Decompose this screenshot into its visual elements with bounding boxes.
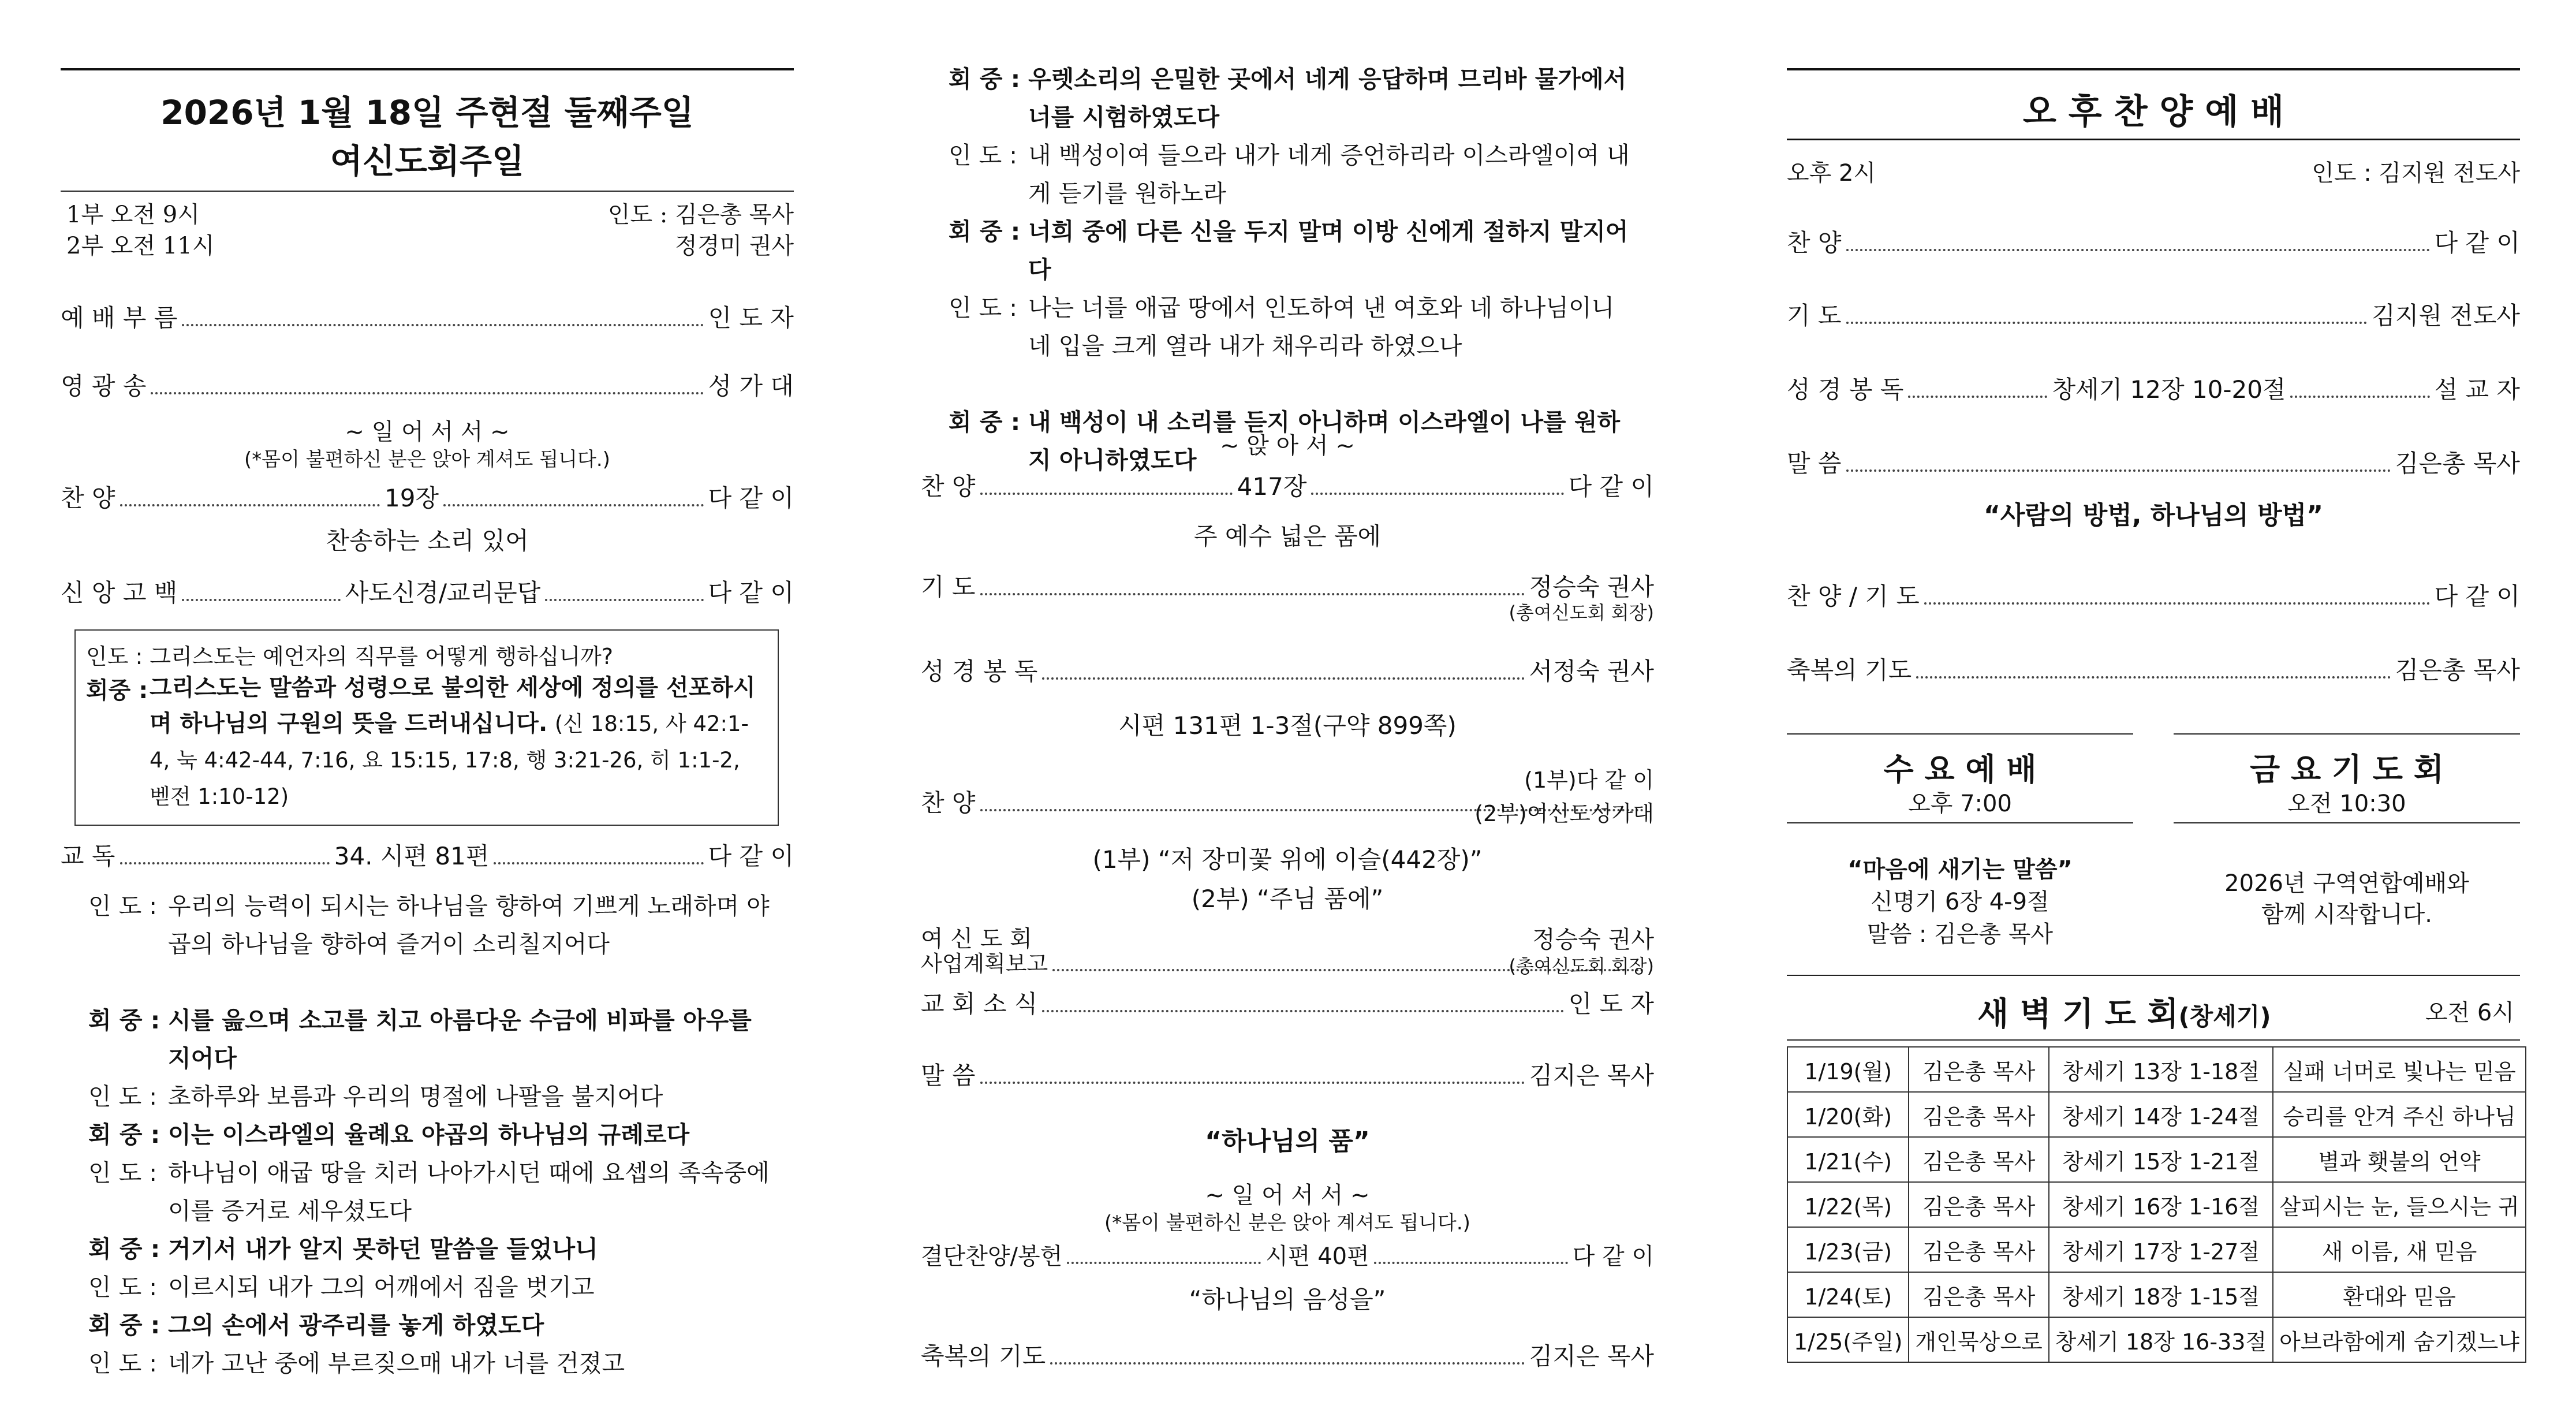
item-label: 기 도: [921, 573, 976, 601]
afternoon-time: 오후 2시: [1787, 160, 1876, 187]
reading-speaker: 회 중 :: [949, 65, 1021, 93]
item-label: 교 회 소 식: [921, 990, 1038, 1018]
scripture-row: [921, 653, 1654, 687]
item-leader: 서정숙 권사: [1529, 657, 1654, 685]
reading-line: [88, 1344, 781, 1382]
theme-cell: 아브라함에게 숨기겠느냐: [2273, 1317, 2526, 1362]
item-label: 말 씀: [1787, 449, 1842, 478]
call-to-worship-row: [61, 299, 794, 334]
item-leader: 다 같 이: [1572, 1243, 1655, 1270]
item-label: 교 독: [61, 842, 115, 870]
item-label: 영 광 송: [61, 372, 147, 400]
reading-speaker: 인 도 :: [88, 1273, 158, 1301]
scripture-row: [1787, 371, 2520, 405]
wednesday-service-title: 수 요 예 배: [1883, 751, 2037, 788]
leader-cell: 김은총 목사: [1909, 1092, 2048, 1137]
friday-note-2: 함께 시작합니다.: [2261, 901, 2432, 928]
table-row: [1787, 1272, 2526, 1317]
friday-top-rule: [2174, 733, 2520, 735]
reading-speaker: 회 중 :: [88, 1311, 160, 1339]
psalm-ref: 시편 40편: [1265, 1243, 1369, 1270]
scripture-cell: 창세기 18장 16-33절: [2049, 1317, 2273, 1362]
reading-text: 그의 손에서 광주리를 놓게 하였도다: [168, 1311, 544, 1339]
friday-prayer-title: 금 요 기 도 회: [2249, 751, 2444, 788]
afternoon-leader: 인도 : 김지원 전도사: [2312, 160, 2520, 187]
item-label: 찬 양: [921, 472, 976, 501]
leader-cell: 김은총 목사: [1909, 1137, 2048, 1182]
item-label: 성 경 봉 독: [921, 657, 1038, 685]
item-label: 예 배 부 름: [61, 304, 178, 332]
reading-line: [88, 887, 781, 1001]
leader-1: 인도 : 김은총 목사: [607, 202, 794, 228]
creed-row: [61, 574, 794, 609]
item-leader: 다 같 이: [708, 842, 794, 870]
leader-2: 정경미 권사: [675, 233, 794, 259]
theme-cell: 실패 너머로 빛나는 믿음: [2273, 1047, 2526, 1092]
report-leader-note: (총여신도회 회장): [1509, 955, 1654, 977]
scripture-reference: 창세기 12장 10-20절: [2052, 375, 2286, 404]
reading-speaker: 회 중 :: [88, 1121, 160, 1149]
table-row: [1787, 1227, 2526, 1272]
hymn-title: 찬송하는 소리 있어: [326, 527, 529, 555]
stand-instruction: ~ 일 어 서 서 ~: [1205, 1182, 1370, 1209]
prayer-row: [921, 568, 1654, 603]
reading-text: 나는 너를 애굽 땅에서 인도하여 낸 여호와 네 하나님이니 네 입을 크게 열라 내가 채우리라 하였으나: [1028, 294, 1615, 360]
reading-speaker: 회 중 :: [949, 408, 1021, 436]
stand-instruction: ~ 일 어 서 서 ~: [345, 419, 510, 445]
reading-line: [88, 1078, 781, 1116]
dawn-prayer-time: 오전 6시: [2425, 1000, 2514, 1026]
reading-line: [88, 1116, 781, 1154]
item-leader: 다 같 이: [708, 579, 794, 607]
benediction-row: [921, 1337, 1654, 1372]
item-leader: 다 같 이: [708, 484, 794, 512]
wednesday-speaker: 말씀 : 김은총 목사: [1866, 921, 2054, 948]
table-row: [1787, 1182, 2526, 1227]
table-row: [1787, 1137, 2526, 1182]
praise-prayer-row: [1787, 577, 2520, 612]
reading-speaker: 인 도 :: [88, 1083, 158, 1110]
scripture-cell: 창세기 17장 1-27절: [2049, 1227, 2273, 1272]
hymn-row: [61, 479, 794, 514]
reading-text: 시를 읊으며 소고를 치고 아름다운 수금에 비파를 아우를지어다: [168, 1007, 752, 1072]
wednesday-time: 오후 7:00: [1908, 791, 2012, 817]
dawn-rule: [1787, 1039, 2520, 1041]
reading-line: [88, 1154, 781, 1230]
church-news-row: [921, 985, 1654, 1020]
praise-row: [1787, 224, 2520, 259]
reading-line: [949, 60, 1641, 136]
reading-line: [88, 1306, 781, 1344]
hymn-number: 19장: [384, 484, 439, 512]
item-leader: 김은총 목사: [2395, 656, 2520, 684]
table-row: [1787, 1317, 2526, 1362]
leader-cell: 김은총 목사: [1909, 1047, 2048, 1092]
date-cell: 1/19(월): [1787, 1047, 1909, 1092]
reading-speaker: 인 도 :: [88, 1159, 158, 1187]
top-rule: [1787, 68, 2520, 70]
dawn-prayer-title: [1977, 989, 2271, 1035]
item-leader: 김지원 전도사: [2372, 301, 2520, 330]
item-leader: 김지은 목사: [1529, 1342, 1654, 1370]
title-rule: [1787, 139, 2520, 140]
scripture-cell: 창세기 15장 1-21절: [2049, 1137, 2273, 1182]
decision-row: [921, 1238, 1654, 1271]
reading-text: 내 백성이 내 소리를 듣지 아니하며 이스라엘이 나를 원하지 아니하였도다: [1028, 408, 1621, 474]
item-label: 축복의 기도: [1787, 656, 1912, 684]
reading-speaker: 인 도 :: [949, 141, 1018, 169]
scripture-cell: 창세기 14장 1-24절: [2049, 1092, 2273, 1137]
wednesday-scripture: 신명기 6장 4-9절: [1871, 889, 2049, 915]
date-cell: 1/21(수): [1787, 1137, 1909, 1182]
scripture-cell: 창세기 18장 1-15절: [2049, 1272, 2273, 1317]
prayer-row: [1787, 297, 2520, 331]
date-cell: 1/24(토): [1787, 1272, 1909, 1317]
doxology-row: [61, 367, 794, 402]
wednesday-rule: [1787, 822, 2133, 823]
hymn-row: [921, 468, 1654, 502]
creed-name: 사도신경/교리문답: [345, 579, 541, 607]
date-cell: 1/25(주일): [1787, 1317, 1909, 1362]
title-rule: [61, 191, 794, 192]
reading-line: [949, 289, 1641, 403]
theme-cell: 살피시는 눈, 들으시는 귀: [2273, 1182, 2526, 1227]
item-label: 결단찬양/봉헌: [921, 1243, 1063, 1270]
anthem-title-1: (1부) “저 장미꽃 위에 이슬(442장)”: [1092, 845, 1483, 874]
wednesday-theme: “마음에 새기는 말씀”: [1847, 856, 2073, 883]
dawn-top-rule: [1787, 975, 2520, 976]
catechism-box: [74, 629, 779, 826]
scripture-reference: 시편 131편 1-3절(구약 899쪽): [1118, 711, 1457, 740]
catechism-speaker: 회중 :: [86, 677, 148, 704]
reading-text: 이르시되 내가 그의 어깨에서 짐을 벗기고: [168, 1273, 595, 1301]
theme-cell: 별과 횃불의 언약: [2273, 1137, 2526, 1182]
theme-cell: 환대와 믿음: [2273, 1272, 2526, 1317]
item-label: 사업계획보고: [921, 951, 1048, 976]
friday-rule: [2174, 822, 2520, 823]
reading-line: [949, 213, 1641, 289]
reading-speaker: 인 도 :: [88, 892, 158, 920]
reading-line: [88, 1268, 781, 1306]
sermon-row: [921, 1057, 1654, 1091]
table-row: [1787, 1047, 2526, 1092]
hymn-title: 주 예수 넓은 품에: [1193, 522, 1382, 550]
item-leader: 다 같 이: [2434, 582, 2520, 610]
reading-speaker: 인 도 :: [949, 294, 1018, 322]
item-label: 기 도: [1787, 301, 1842, 330]
date-cell: 1/22(목): [1787, 1182, 1909, 1227]
leader-cell: 개인묵상으로: [1909, 1317, 2048, 1362]
sunday-theme-title: 여신도회주일: [330, 141, 525, 181]
catechism-question: 인도 : 그리스도는 예언자의 직무를 어떻게 행하십니까?: [86, 644, 614, 669]
dawn-prayer-title-text: 새 벽 기 도 회: [1977, 996, 2179, 1033]
reading-text: 너희 중에 다른 신을 두지 말며 이방 신에게 절하지 말지어다: [1028, 218, 1629, 284]
report-leader: 정승숙 권사: [1532, 926, 1654, 953]
leader-cell: 김은총 목사: [1909, 1227, 2048, 1272]
stand-note: (*몸이 불편하신 분은 앉아 계셔도 됩니다.): [244, 448, 610, 471]
report-label-1: 여 신 도 회: [921, 926, 1032, 952]
catechism-answer-text: 그리스도는 말씀과 성령으로 불의한 세상에 정의를 선포하시며 하나님의 구원의 뜻을 드러내십니다.: [150, 674, 756, 737]
reading-speaker: 회 중 :: [949, 218, 1021, 245]
item-leader: 인 도 자: [708, 304, 794, 332]
decision-hymn-title: “하나님의 음성을”: [1189, 1285, 1386, 1314]
item-label: 축복의 기도: [921, 1342, 1046, 1370]
catechism-answer: [150, 670, 767, 815]
order-of-worship-column: [61, 0, 794, 1424]
sit-instruction: ~ 앉 아 서 ~: [1220, 433, 1355, 459]
service-time-2: 2부 오전 11시: [66, 233, 215, 259]
service-time-1: 1부 오전 9시: [66, 202, 200, 228]
anthem-leader-2: (2부)여신도성가대: [1474, 801, 1654, 826]
reading-line: [88, 1230, 781, 1268]
item-leader: 인 도 자: [1568, 990, 1654, 1018]
leader-cell: 김은총 목사: [1909, 1272, 2048, 1317]
wednesday-top-rule: [1787, 733, 2133, 735]
item-leader: 다 같 이: [1568, 472, 1655, 501]
reading-text: 초하루와 보름과 우리의 명절에 나팔을 불지어다: [168, 1083, 663, 1110]
reading-text: 우렛소리의 은밀한 곳에서 네게 응답하며 므리바 물가에서 너를 시험하였도다: [1028, 65, 1627, 131]
item-leader: 설 교 자: [2434, 375, 2520, 404]
bulletin-date-title: 2026년 1월 18일 주현절 둘째주일: [160, 93, 694, 132]
catechism-references: (신 18:15, 사 42:1-4, 눅 4:42-44, 7:16, 요 15:15, 17:8, 행 3:21-26, 히 1:1-2, 벧전 1:10-12): [150, 711, 749, 809]
reading-text: 내 백성이여 들으라 내가 네게 증언하리라 이스라엘이여 내게 듣기를 원하노라: [1028, 141, 1630, 207]
top-rule: [61, 68, 794, 70]
reading-text: 이는 이스라엘의 율례요 야곱의 하나님의 규례로다: [168, 1121, 690, 1149]
hymn-number: 417장: [1237, 472, 1307, 501]
reading-text: 거기서 내가 알지 못하던 말씀을 들었나니: [168, 1235, 598, 1263]
item-label: 말 씀: [921, 1061, 976, 1090]
item-label: 찬 양: [1787, 229, 1842, 257]
reading-speaker: 회 중 :: [88, 1235, 160, 1263]
reading-speaker: 회 중 :: [88, 1007, 160, 1034]
dawn-prayer-schedule: [1787, 1046, 2526, 1363]
benediction-row: [1787, 651, 2520, 686]
responsive-reading-row: [61, 837, 794, 872]
anthem-title-2: (2부) “주님 품에”: [1191, 885, 1384, 913]
theme-cell: 승리를 안겨 주신 하나님: [2273, 1092, 2526, 1137]
other-services-column: [1787, 0, 2520, 1424]
stand-note: (*몸이 불편하신 분은 앉아 계셔도 됩니다.): [1104, 1211, 1470, 1235]
reading-speaker: 인 도 :: [88, 1350, 158, 1377]
order-of-worship-continued: [921, 0, 1654, 1424]
afternoon-service-title: 오 후 찬 양 예 배: [2022, 92, 2284, 132]
date-cell: 1/23(금): [1787, 1227, 1909, 1272]
reading-line: [88, 1001, 781, 1078]
item-leader: 김은총 목사: [2395, 449, 2520, 478]
sermon-title: “하나님의 품”: [1205, 1127, 1370, 1156]
leader-cell: 김은총 목사: [1909, 1182, 2048, 1227]
sermon-row: [1787, 445, 2520, 479]
anthem-leader-1: (1부)다 같 이: [1524, 767, 1654, 793]
item-leader: 성 가 대: [708, 372, 794, 400]
theme-cell: 새 이름, 새 믿음: [2273, 1227, 2526, 1272]
psalm-ref: 34. 시편 81편: [334, 842, 490, 870]
item-leader: 다 같 이: [2434, 229, 2520, 257]
sermon-title: “사람의 방법, 하나님의 방법”: [1983, 501, 2324, 530]
scripture-cell: 창세기 16장 1-16절: [2049, 1182, 2273, 1227]
item-label: 찬 양: [61, 484, 115, 512]
reading-text: 우리의 능력이 되시는 하나님을 향하여 기쁘게 노래하며 야곱의 하나님을 향하여 즐거이 소리칠지어다: [168, 892, 770, 958]
scripture-cell: 창세기 13장 1-18절: [2049, 1047, 2273, 1092]
item-leader: 정승숙 권사: [1529, 573, 1654, 601]
item-label: 찬 양: [921, 789, 976, 817]
item-label: 성 경 봉 독: [1787, 375, 1904, 404]
friday-time: 오전 10:30: [2287, 791, 2406, 817]
reading-text: 하나님이 애굽 땅을 치러 나아가시던 때에 요셉의 족속중에 이를 증거로 세우셨도다: [168, 1159, 770, 1225]
reading-text: 네가 고난 중에 부르짖으매 내가 너를 건졌고: [168, 1350, 625, 1377]
item-label: 찬 양 / 기 도: [1787, 582, 1920, 610]
dawn-prayer-book: (창세기): [2178, 1002, 2271, 1031]
prayer-leader-note: (총여신도회 회장): [1509, 602, 1654, 624]
table-row: [1787, 1092, 2526, 1137]
reading-line: [949, 136, 1641, 213]
date-cell: 1/20(화): [1787, 1092, 1909, 1137]
friday-note-1: 2026년 구역연합예배와: [2224, 870, 2469, 897]
item-leader: 김지은 목사: [1529, 1061, 1654, 1090]
item-label: 신 앙 고 백: [61, 579, 178, 607]
